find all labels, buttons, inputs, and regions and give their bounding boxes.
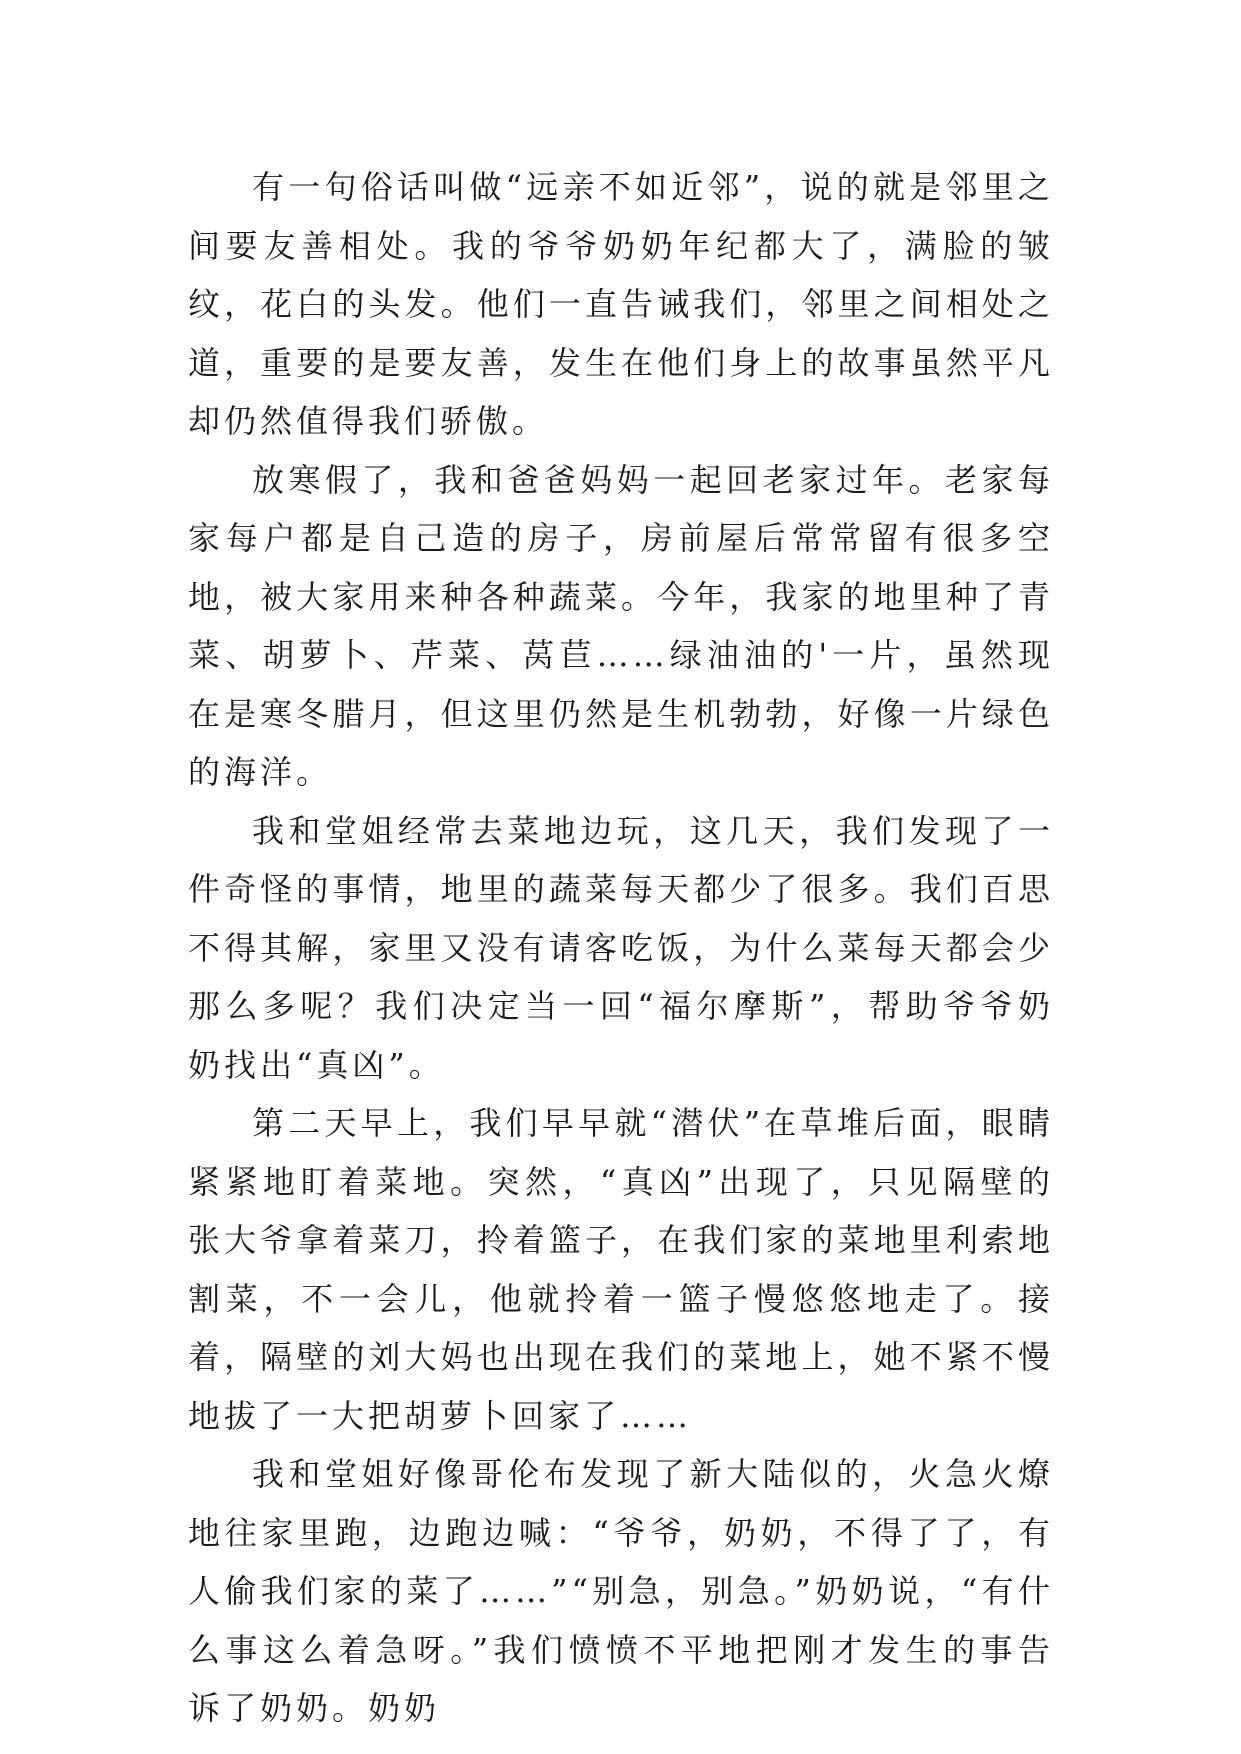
paragraph-5: 我和堂姐好像哥伦布发现了新大陆似的，火急火燎地往家里跑，边跑边喊：“爷爷，奶奶，不得了了，有人偷我们家的菜了……”“别急，别急。”奶奶说，“有什么事这么着急呀。”我们愤愤不平地把刚才发生的事告诉了奶奶。奶奶 — [188, 1455, 1054, 1727]
paragraph-1: 有一句俗话叫做“远亲不如近邻”，说的就是邻里之间要友善相处。我的爷爷奶奶年纪都大了，满脸的皱纹，花白的头发。他们一直告诫我们，邻里之间相处之道，重要的是要友善，发生在他们身上的故事虽然平凡却仍然值得我们骄傲。 — [188, 168, 1054, 440]
paragraph-2: 放寒假了，我和爸爸妈妈一起回老家过年。老家每家每户都是自己造的房子，房前屋后常常留有很多空地，被大家用来种各种蔬菜。今年，我家的地里种了青菜、胡萝卜、芹菜、莴苣……绿油油的'一片，虽然现在是寒冬腊月，但这里仍然是生机勃勃，好像一片绿色的海洋。 — [188, 460, 1054, 791]
paragraph-4: 第二天早上，我们早早就“潜伏”在草堆后面，眼睛紧紧地盯着菜地。突然，“真凶”出现了，只见隔壁的张大爷拿着菜刀，拎着篮子，在我们家的菜地里利索地割菜，不一会儿，他就拎着一篮子慢悠悠地走了。接着，隔壁的刘大妈也出现在我们的菜地上，她不紧不慢地拔了一大把胡萝卜回家了…… — [188, 1104, 1054, 1435]
paragraph-3: 我和堂姐经常去菜地边玩，这几天，我们发现了一件奇怪的事情，地里的蔬菜每天都少了很多。我们百思不得其解，家里又没有请客吃饭，为什么菜每天都会少那么多呢？我们决定当一回“福尔摩斯”，帮助爷爷奶奶找出“真凶”。 — [188, 811, 1054, 1084]
article-body — [188, 158, 1054, 1738]
